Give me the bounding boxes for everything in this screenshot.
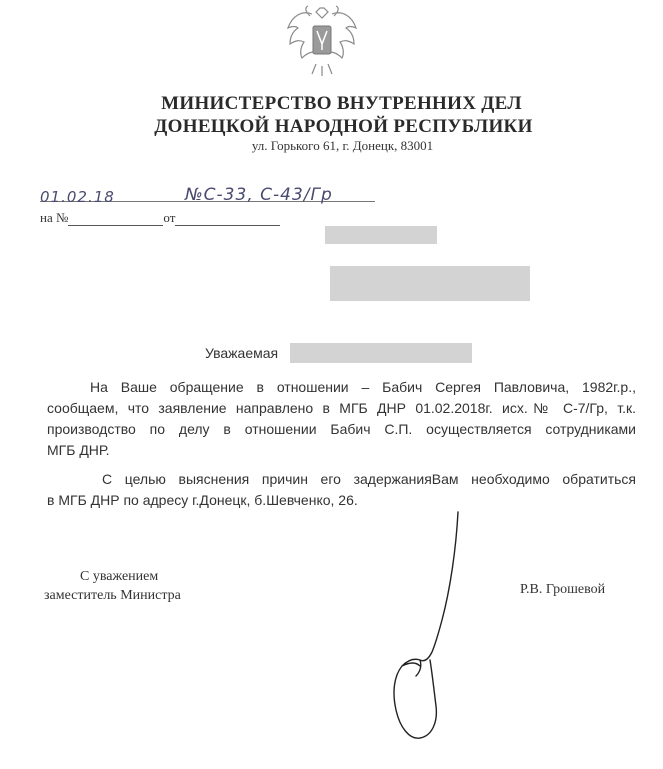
redacted-recipient-address — [330, 266, 530, 301]
ministry-title-line2: ДОНЕЦКОЙ НАРОДНОЙ РЕСПУБЛИКИ — [154, 116, 533, 137]
ministry-title-line1: МИНИСТЕРСТВО ВНУТРЕННИХ ДЕЛ — [161, 93, 522, 114]
signature-left-block — [44, 567, 181, 605]
paragraph-line: сообщаем, что заявление направлено в МГБ ДНР 01.02.2018г. исх.№ С-7/Гр, т.к. — [47, 400, 636, 416]
from-label: от — [163, 210, 176, 225]
paragraph-line: производство по делу в отношении Бабич С.П. осуществляется сотрудниками — [47, 421, 636, 437]
signer-name: Р.В. Грошевой — [520, 582, 606, 597]
body-paragraph-2 — [47, 469, 636, 511]
paragraph-line: МГБ ДНР. — [47, 442, 110, 458]
signer-position: заместитель Министра — [44, 588, 181, 603]
dpr-emblem-icon — [282, 4, 362, 78]
paragraph-line: С целью выяснения причин его задержанияВам необходимо обратиться — [102, 471, 636, 487]
on-number-blank — [68, 213, 163, 226]
paragraph-line: На Ваше обращение в отношении – Бабич Сергея Павловича, 1982г.р., — [90, 379, 636, 395]
on-number-label: на № — [40, 210, 69, 225]
from-date-blank — [175, 213, 280, 226]
handwritten-signature-icon — [380, 510, 500, 750]
ministry-address: ул. Горького 61, г. Донецк, 83001 — [251, 138, 434, 153]
paragraph-line: в МГБ ДНР по адресу г.Донецк, б.Шевченко, 26. — [47, 492, 358, 508]
body-paragraph-1 — [47, 377, 636, 461]
redacted-recipient-line1 — [325, 226, 437, 244]
handwritten-number: №С-33, С-43/Гр — [185, 185, 333, 205]
closing-phrase: С уважением — [80, 569, 159, 584]
greeting: Уважаемая — [205, 345, 279, 361]
handwritten-date: 01.02.18 — [40, 188, 115, 206]
redacted-recipient-name — [290, 343, 472, 363]
incoming-ref-line — [40, 210, 280, 226]
